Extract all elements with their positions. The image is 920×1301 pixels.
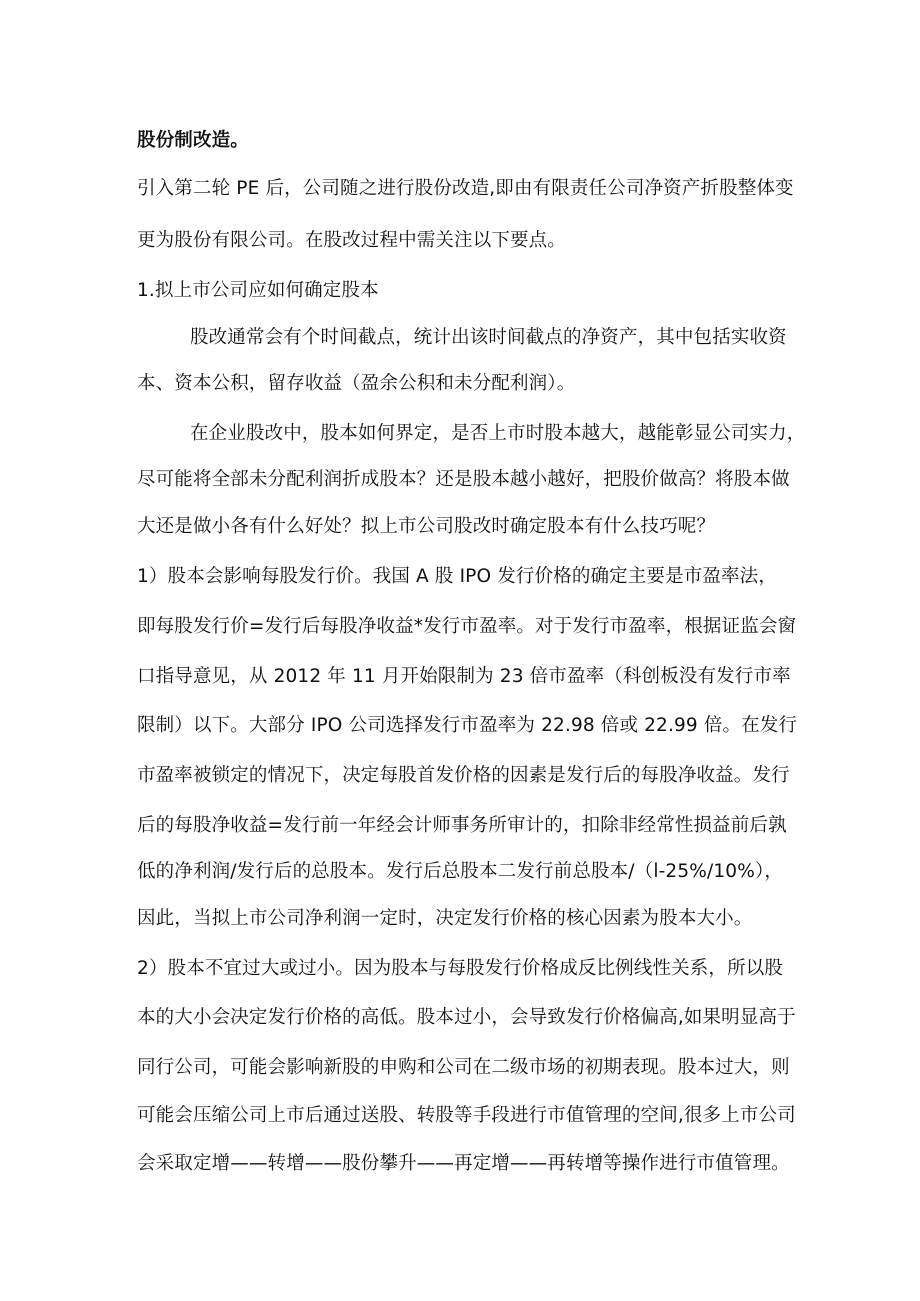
paragraph-line: 市盈率被锁定的情况下，决定每股首发价格的因素是发行后的每股净收益。发行 <box>137 765 790 786</box>
paragraph-line: 限制）以下。大部分 IPO 公司选择发行市盈率为 22.98 倍或 22.99 倍。在发行 <box>137 715 798 736</box>
paragraph-line: 尽可能将全部未分配利润折成股本？还是股本越小越好，把股价做高？将股本做 <box>137 469 790 490</box>
paragraph-line: 低的净利润/发行后的总股本。发行后总股本二发行前总股本/（l-25%∕10%）， <box>137 861 784 882</box>
paragraph-line: 大还是做小各有什么好处？拟上市公司股改时确定股本有什么技巧呢？ <box>137 516 716 537</box>
paragraph-line: 股改通常会有个时间截点，统计出该时间截点的净资产，其中包括实收资 <box>190 327 787 348</box>
paragraph-line: 可能会压缩公司上市后通过送股、转股等手段进行市值管理的空间,很多上市公司 <box>137 1105 796 1126</box>
paragraph-line: 同行公司，可能会影响新股的申购和公司在二级市场的初期表现。股本过大，则 <box>137 1057 790 1078</box>
paragraph-line: 引入第二轮 PE 后，公司随之进行股份改造,即由有限责任公司净资产折股整体变 <box>137 178 794 199</box>
paragraph-line: 更为股份有限公司。在股改过程中需关注以下要点。 <box>137 230 566 251</box>
paragraph-line: 因此，当拟上市公司净利润一定时，决定发行价格的核心因素为股本大小。 <box>137 908 753 929</box>
subheading: 1.拟上市公司应如何确定股本 <box>137 280 379 301</box>
paragraph-line: 后的每股净收益=发行前一年经会计师事务所审计的，扣除非经常性损益前后孰 <box>137 815 787 836</box>
paragraph-line: 在企业股改中，股本如何界定，是否上市时股本越大，越能彰显公司实力， <box>190 423 806 444</box>
paragraph-line: 会采取定增——转增——股份攀升——再定增——再转增等操作进行市值管理。 <box>137 1153 790 1174</box>
paragraph-line: 2）股本不宜过大或过小。因为股本与每股发行价格成反比例线性关系，所以股 <box>137 958 784 979</box>
paragraph-line: 即每股发行价=发行后每股净收益*发行市盈率。对于发行市盈率，根据证监会窗 <box>137 616 797 637</box>
section-heading: 股份制改造。 <box>137 130 249 151</box>
paragraph-line: 本的大小会决定发行价格的高低。股本过小，会导致发行价格偏高,如果明显高于 <box>137 1007 796 1028</box>
paragraph-line: 1）股本会影响每股发行价。我国 A 股 IPO 发行价格的确定主要是市盈率法， <box>137 566 777 587</box>
paragraph-line: 本、资本公积，留存收益（盈余公积和未分配利润）。 <box>137 373 576 394</box>
paragraph-line: 口指导意见，从 2012 年 11 月开始限制为 23 倍市盈率（科创板没有发行市率 <box>137 666 791 687</box>
